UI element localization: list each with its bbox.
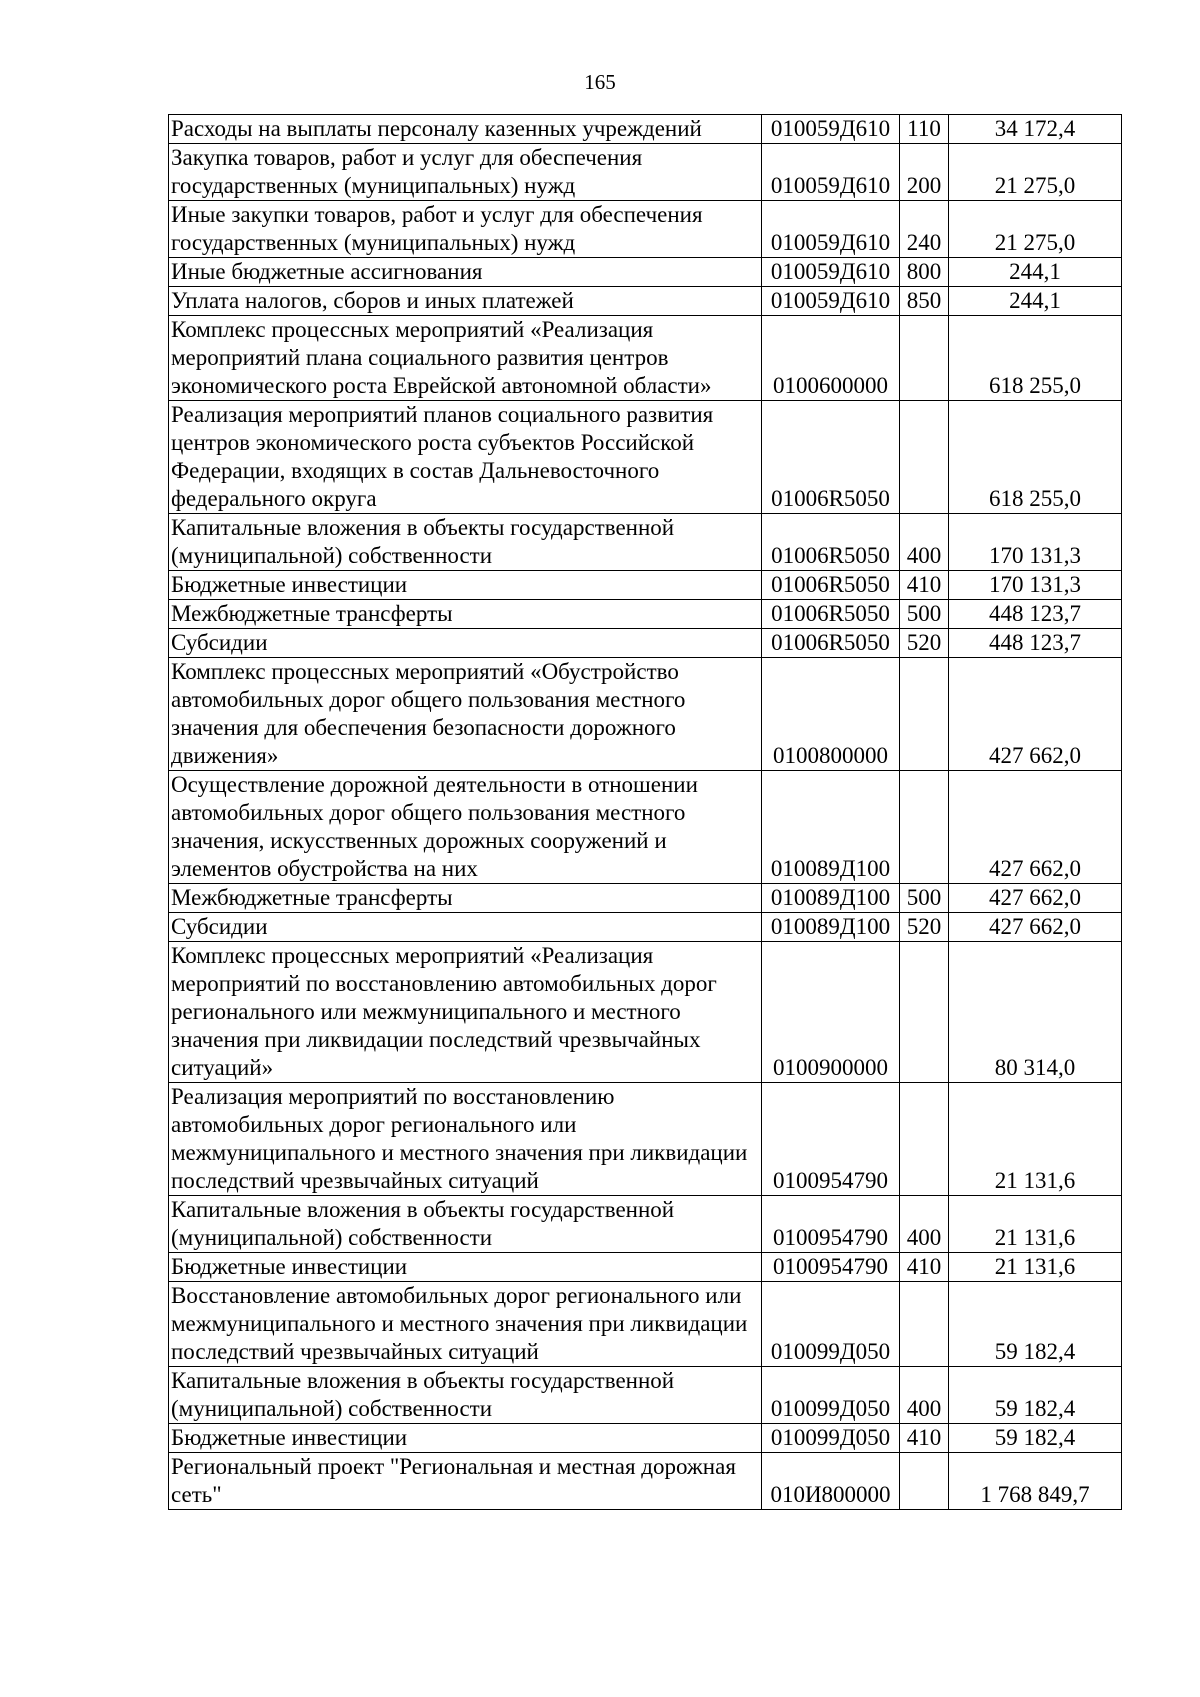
row-name: Капитальные вложения в объекты государственной (муниципальной) собственности bbox=[169, 1196, 762, 1253]
row-target-code: 010059Д610 bbox=[762, 287, 900, 316]
row-expense-type: 200 bbox=[900, 144, 949, 201]
row-expense-type: 520 bbox=[900, 913, 949, 942]
table-row bbox=[169, 316, 1122, 401]
row-amount: 244,1 bbox=[949, 258, 1122, 287]
row-target-code: 010099Д050 bbox=[762, 1282, 900, 1367]
row-expense-type: 410 bbox=[900, 571, 949, 600]
row-target-code: 0100800000 bbox=[762, 658, 900, 771]
table-row bbox=[169, 571, 1122, 600]
row-name: Комплекс процессных мероприятий «Обустройство автомобильных дорог общего пользования местного значения для обеспечения безопасности дорожного движения» bbox=[169, 658, 762, 771]
row-amount: 21 275,0 bbox=[949, 201, 1122, 258]
row-name: Межбюджетные трансферты bbox=[169, 600, 762, 629]
row-name: Региональный проект "Региональная и местная дорожная сеть" bbox=[169, 1453, 762, 1510]
budget-table bbox=[168, 114, 1122, 1510]
row-target-code: 0100954790 bbox=[762, 1083, 900, 1196]
row-amount: 21 131,6 bbox=[949, 1196, 1122, 1253]
table-row bbox=[169, 144, 1122, 201]
row-expense-type: 800 bbox=[900, 258, 949, 287]
table-row bbox=[169, 629, 1122, 658]
row-name: Комплекс процессных мероприятий «Реализация мероприятий плана социального развития центров экономического роста Еврейской автономной области» bbox=[169, 316, 762, 401]
row-expense-type bbox=[900, 658, 949, 771]
row-expense-type bbox=[900, 401, 949, 514]
row-name: Капитальные вложения в объекты государственной (муниципальной) собственности bbox=[169, 1367, 762, 1424]
row-amount: 59 182,4 bbox=[949, 1282, 1122, 1367]
row-expense-type: 500 bbox=[900, 600, 949, 629]
row-target-code: 010059Д610 bbox=[762, 115, 900, 144]
row-target-code: 0100954790 bbox=[762, 1253, 900, 1282]
table-row bbox=[169, 201, 1122, 258]
row-expense-type bbox=[900, 1453, 949, 1510]
row-target-code: 010059Д610 bbox=[762, 201, 900, 258]
row-name: Иные бюджетные ассигнования bbox=[169, 258, 762, 287]
page-number: 165 bbox=[584, 70, 616, 94]
row-name: Реализация мероприятий планов социального развития центров экономического роста субъектов Российской Федерации, входящих в состав Дальневосточного федерального округа bbox=[169, 401, 762, 514]
row-name: Субсидии bbox=[169, 629, 762, 658]
row-expense-type bbox=[900, 942, 949, 1083]
row-target-code: 01006R5050 bbox=[762, 600, 900, 629]
row-amount: 427 662,0 bbox=[949, 913, 1122, 942]
row-expense-type: 410 bbox=[900, 1253, 949, 1282]
row-target-code: 01006R5050 bbox=[762, 571, 900, 600]
row-name: Уплата налогов, сборов и иных платежей bbox=[169, 287, 762, 316]
table-row bbox=[169, 1253, 1122, 1282]
row-target-code: 010089Д100 bbox=[762, 913, 900, 942]
row-target-code: 01006R5050 bbox=[762, 401, 900, 514]
row-target-code: 0100954790 bbox=[762, 1196, 900, 1253]
row-expense-type: 500 bbox=[900, 884, 949, 913]
table-row bbox=[169, 287, 1122, 316]
row-name: Бюджетные инвестиции bbox=[169, 1253, 762, 1282]
row-name: Бюджетные инвестиции bbox=[169, 571, 762, 600]
row-name: Комплекс процессных мероприятий «Реализация мероприятий по восстановлению автомобильных дорог регионального или межмуниципального и местного значения при ликвидации последствий чрезвычайных ситуаций» bbox=[169, 942, 762, 1083]
row-name: Бюджетные инвестиции bbox=[169, 1424, 762, 1453]
table-row bbox=[169, 1367, 1122, 1424]
row-expense-type: 400 bbox=[900, 514, 949, 571]
row-amount: 1 768 849,7 bbox=[949, 1453, 1122, 1510]
row-target-code: 010089Д100 bbox=[762, 771, 900, 884]
table-row bbox=[169, 600, 1122, 629]
row-target-code: 010059Д610 bbox=[762, 144, 900, 201]
row-amount: 427 662,0 bbox=[949, 658, 1122, 771]
row-target-code: 010099Д050 bbox=[762, 1424, 900, 1453]
row-name: Осуществление дорожной деятельности в отношении автомобильных дорог общего пользования местного значения, искусственных дорожных сооружений и элементов обустройства на них bbox=[169, 771, 762, 884]
row-expense-type bbox=[900, 1282, 949, 1367]
row-target-code: 01006R5050 bbox=[762, 514, 900, 571]
row-amount: 244,1 bbox=[949, 287, 1122, 316]
row-name: Межбюджетные трансферты bbox=[169, 884, 762, 913]
row-target-code: 01006R5050 bbox=[762, 629, 900, 658]
row-expense-type bbox=[900, 1083, 949, 1196]
table-row bbox=[169, 771, 1122, 884]
row-expense-type: 410 bbox=[900, 1424, 949, 1453]
row-expense-type bbox=[900, 316, 949, 401]
table-row bbox=[169, 1083, 1122, 1196]
row-name: Иные закупки товаров, работ и услуг для обеспечения государственных (муниципальных) нужд bbox=[169, 201, 762, 258]
row-name: Субсидии bbox=[169, 913, 762, 942]
row-expense-type bbox=[900, 771, 949, 884]
row-amount: 59 182,4 bbox=[949, 1367, 1122, 1424]
row-expense-type: 400 bbox=[900, 1367, 949, 1424]
row-expense-type: 240 bbox=[900, 201, 949, 258]
row-name: Восстановление автомобильных дорог регионального или межмуниципального и местного значения при ликвидации последствий чрезвычайных ситуаций bbox=[169, 1282, 762, 1367]
row-name: Закупка товаров, работ и услуг для обеспечения государственных (муниципальных) нужд bbox=[169, 144, 762, 201]
row-amount: 448 123,7 bbox=[949, 629, 1122, 658]
row-expense-type: 520 bbox=[900, 629, 949, 658]
row-amount: 21 131,6 bbox=[949, 1083, 1122, 1196]
row-target-code: 010059Д610 bbox=[762, 258, 900, 287]
row-expense-type: 850 bbox=[900, 287, 949, 316]
table-row bbox=[169, 1196, 1122, 1253]
row-expense-type: 110 bbox=[900, 115, 949, 144]
table-row bbox=[169, 884, 1122, 913]
row-expense-type: 400 bbox=[900, 1196, 949, 1253]
row-target-code: 010И800000 bbox=[762, 1453, 900, 1510]
table-row bbox=[169, 913, 1122, 942]
budget-table-body bbox=[169, 115, 1122, 1510]
row-amount: 170 131,3 bbox=[949, 571, 1122, 600]
row-target-code: 010089Д100 bbox=[762, 884, 900, 913]
row-amount: 448 123,7 bbox=[949, 600, 1122, 629]
row-amount: 34 172,4 bbox=[949, 115, 1122, 144]
row-name: Реализация мероприятий по восстановлению автомобильных дорог регионального или межмуниципального и местного значения при ликвидации последствий чрезвычайных ситуаций bbox=[169, 1083, 762, 1196]
row-amount: 21 131,6 bbox=[949, 1253, 1122, 1282]
row-amount: 170 131,3 bbox=[949, 514, 1122, 571]
table-row bbox=[169, 1453, 1122, 1510]
row-amount: 80 314,0 bbox=[949, 942, 1122, 1083]
table-row bbox=[169, 115, 1122, 144]
table-row bbox=[169, 401, 1122, 514]
row-target-code: 0100900000 bbox=[762, 942, 900, 1083]
row-name: Капитальные вложения в объекты государственной (муниципальной) собственности bbox=[169, 514, 762, 571]
table-row bbox=[169, 1424, 1122, 1453]
table-row bbox=[169, 658, 1122, 771]
row-amount: 427 662,0 bbox=[949, 771, 1122, 884]
row-amount: 618 255,0 bbox=[949, 316, 1122, 401]
row-name: Расходы на выплаты персоналу казенных учреждений bbox=[169, 115, 762, 144]
table-row bbox=[169, 258, 1122, 287]
row-target-code: 010099Д050 bbox=[762, 1367, 900, 1424]
row-amount: 427 662,0 bbox=[949, 884, 1122, 913]
row-amount: 59 182,4 bbox=[949, 1424, 1122, 1453]
row-target-code: 0100600000 bbox=[762, 316, 900, 401]
table-row bbox=[169, 1282, 1122, 1367]
table-row bbox=[169, 942, 1122, 1083]
row-amount: 21 275,0 bbox=[949, 144, 1122, 201]
table-row bbox=[169, 514, 1122, 571]
row-amount: 618 255,0 bbox=[949, 401, 1122, 514]
